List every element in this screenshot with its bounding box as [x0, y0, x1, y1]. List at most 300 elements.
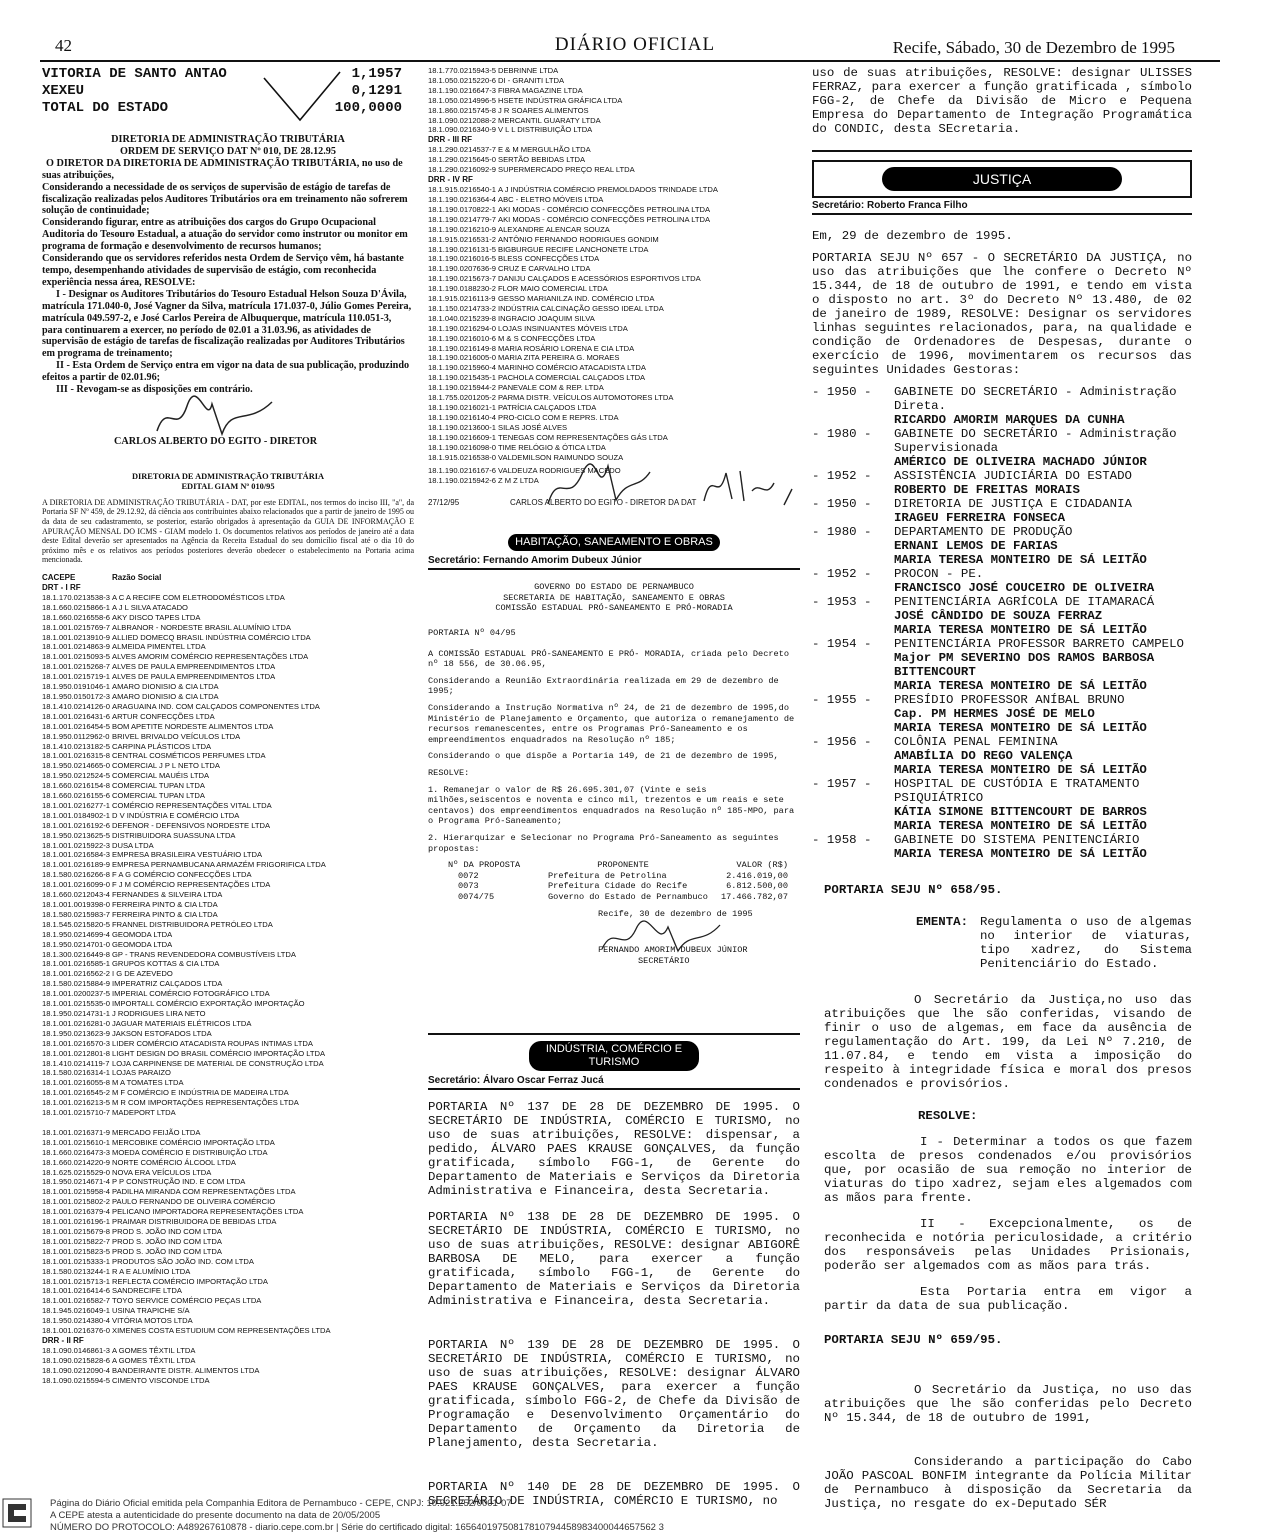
company-code: 18.1.001.0216562-2 — [42, 969, 110, 979]
company-name: NOVA ERA VEÍCULOS LTDA — [112, 1167, 212, 1177]
company-name: JAKSON ESTOFADOS LTDA — [112, 1028, 212, 1038]
list-item — [42, 1366, 414, 1376]
company-name: COMÉRCIO REPRESENTAÇÕES VITAL LTDA — [112, 800, 272, 810]
company-code: 18.1.580.0215983-7 — [42, 909, 110, 919]
company-code: 18.1.001.0215679-8 — [42, 1227, 110, 1236]
company-name: CIMENTO VISCONDE LTDA — [112, 1375, 210, 1385]
order-paragraph: III - Revogam-se as disposições em contrário. — [56, 384, 253, 396]
unit-name: DIRETORIA DE JUSTIÇA E CIDADANIA — [894, 497, 1132, 511]
company-name: E & M MERGULHÃO LTDA — [498, 145, 591, 155]
company-name: VALDEMILSON RAIMUNDO SOUZA — [498, 452, 624, 462]
list-item — [42, 1108, 414, 1118]
edital-body: A DIRETORIA DE ADMINISTRAÇÃO TRIBUTÁRIA - DAT, por este EDITAL, nos termos do inciso III, "a", da Portaria SF Nº 459, de 29.12.92, dá ciência aos contribuintes abaixo relacionados que a partir de janeiro de 1995 ou da data de seu cadastramento, se posterior, estarão obrigados à apresentação da GUIA DE INFORMAÇÃO E APURAÇÃO MENSAL DO ICMS - GIAM modelo 1. Os documentos relativos aos períodos de janeiro até a data deste Edital deverão ser apresentados na Agência da Receita Estadual do seu domicílio fiscal até o dia 10 do próximo mês e os relativos aos períodos posteriores deverão obedecer o estabelecimento na Portaria acima mencionada. — [42, 497, 414, 565]
list-item — [428, 225, 800, 235]
company-name: A GOMES TÊXTIL LTDA — [112, 1345, 196, 1355]
list-item — [428, 116, 800, 126]
company-name: J R SOARES ALIMENTOS — [498, 105, 589, 115]
list-item — [428, 413, 800, 423]
officer-name: JOSÉ CÂNDIDO DE SOUZA FERRAZ — [894, 609, 1103, 623]
company-code: 18.1.950.0214380-4 — [42, 1316, 110, 1326]
company-name: CENTRAL COSMÉTICOS PERFUMES LTDA — [112, 751, 266, 761]
company-name: A C A RECIFE COM ELETRODOMÉSTICOS LTDA — [112, 592, 285, 602]
company-name: IMPERIAL COMÉRCIO FOTOGRÁFICO LTDA — [112, 989, 270, 999]
company-code: 18.1.770.0215943-5 — [428, 66, 496, 75]
unit-name: PENITENCIÁRIA AGRÍCOLA DE ITAMARACÁ — [894, 595, 1155, 609]
list-item — [42, 860, 414, 870]
company-name: TIME RELÓGIO & ÓTICA LTDA — [498, 442, 606, 452]
list-item — [42, 950, 414, 960]
table-row: 0072 Prefeitura de Petrolina 2.416.019,00 — [458, 870, 788, 881]
list-item — [42, 801, 414, 811]
list-item — [42, 1257, 414, 1267]
company-name: LOJAS INSINUANTES MÓVEIS LTDA — [498, 323, 628, 333]
list-item — [42, 1158, 414, 1168]
list-item — [42, 1088, 414, 1098]
officer-name: MARIA TERESA MONTEIRO DE SÁ LEITÃO — [894, 763, 1147, 777]
list-item — [42, 761, 414, 771]
company-code: 18.1.190.0213600-1 — [428, 422, 496, 432]
company-code: 18.1.001.0216379-4 — [42, 1207, 110, 1217]
unit-code: - 1980 - — [812, 427, 872, 441]
company-list — [42, 593, 414, 1118]
cancel-stroke — [260, 70, 350, 122]
company-name: J RODRIGUES LIRA NETO — [112, 1008, 206, 1018]
gov-line: COMISSÃO ESTADUAL PRÓ-SANEAMENTO E PRÓ-MORADIA — [495, 603, 733, 614]
company-code: 18.1.580.0216314-1 — [42, 1068, 110, 1078]
header-rule — [40, 60, 1220, 62]
company-code: 18.1.190.0216131-5 — [428, 244, 496, 254]
company-name: LOJAS PARAIZO — [112, 1068, 171, 1078]
portaria-title: PORTARIA SEJU Nº 659/95. — [824, 1333, 1003, 1347]
company-code: 18.1.410.0214119-7 — [42, 1058, 110, 1068]
list-item — [42, 1019, 414, 1029]
company-code: 18.1.915.0216113-9 — [428, 294, 496, 304]
unit-entry — [812, 735, 1192, 777]
company-name: BRIVEL BRIVALDO VEÍCULOS LTDA — [112, 731, 241, 741]
company-name: TENEGAS COM REPRESENTAÇÕES GÁS LTDA — [498, 432, 668, 442]
company-code: 18.1.190.0216294-0 — [428, 323, 496, 333]
company-name: AKY DISCO TAPES LTDA — [112, 612, 201, 622]
company-code: 18.1.090.0215594-5 — [42, 1375, 110, 1385]
list-item — [42, 1296, 414, 1306]
portaria-paragraph: PORTARIA SEJU Nº 657 - O SECRETÁRIO DA JUSTIÇA, no uso das atribuições que lhe confere o Decreto Nº 15.344, de 18 de outubro de 1991, e tendo em vista o disposto no art. 3º do Decreto Nº 13.480, de 02 de janeiro de 1989, RESOLVE: Designar os servidores linhas seguintes relacionados, para, na qualidade e condição de Ordenadores de Despesas, durante o exercício de 1996, movimentarem os recursos das seguintes Unidades Gestoras: — [812, 251, 1192, 377]
company-code: 18.1.001.0216545-2 — [42, 1088, 110, 1098]
list-item — [42, 1009, 414, 1019]
unit-name: COLÔNIA PENAL FEMININA — [894, 735, 1058, 749]
edital-date: 27/12/95 — [428, 498, 460, 508]
officer-name: ERNANI LEMOS DE FARIAS — [894, 539, 1058, 553]
company-code: 18.1.001.0216585-1 — [42, 959, 110, 969]
list-item — [428, 96, 800, 106]
company-name: AKI MODAS - COMÉRCIO CONFECÇÕES PETROLINA LTDA — [498, 214, 711, 224]
company-name: BOM APETITE NORDESTE ALIMENTOS LTDA — [112, 721, 274, 731]
unit-name: GABINETE DO SISTEMA PENITENCIÁRIO — [894, 833, 1140, 847]
resolve-item: Esta Portaria entra em vigor a partir da data de sua publicação. — [824, 1285, 1192, 1313]
order-paragraph: Considerando que os servidores referidos nesta Ordem de Serviço vêm, há bastante tempo, desempenhando atividades de supervisão de estágio, com reconhecida experiência nessa área, RESOLVE: — [42, 253, 404, 288]
list-item — [428, 344, 800, 354]
company-name: FRANNEL DISTRIBUIDORA PETRÓLEO LTDA — [112, 919, 273, 929]
company-code: 18.1.050.0215220-6 — [428, 75, 496, 85]
company-name: DISTRIBUIDORA SUASSUNA LTDA — [112, 830, 236, 840]
table-header: Nº DA PROPOSTA PROPONENTE VALOR (R$) — [448, 860, 788, 871]
company-code: 18.1.190.0216647-3 — [428, 85, 496, 95]
company-code: 18.1.660.0216558-6 — [42, 612, 110, 622]
company-name: DI - GRANITI LTDA — [498, 75, 565, 85]
company-name: D V INDÚSTRIA E COMÉRCIO LTDA — [112, 810, 240, 820]
page-number: 42 — [55, 36, 72, 55]
company-code: 18.1.190.0215435-1 — [428, 373, 496, 383]
company-code: 18.1.950.0191046-1 — [42, 682, 110, 692]
company-code: 18.1.001.0216584-3 — [42, 850, 110, 860]
list-item — [42, 1267, 414, 1277]
company-name: PRAIMAR DISTRIBUIDORA DE BEBIDAS LTDA — [112, 1217, 277, 1227]
footer-line: Página do Diário Oficial emitida pela Companhia Editora de Pernambuco - CEPE, CNPJ: 10.921.252/0001-07 — [50, 1498, 512, 1509]
gov-line: SECRETARIA DE HABITAÇÃO, SANEAMENTO E OBRAS — [503, 592, 725, 603]
company-name: MERCOBIKE COMÉRCIO IMPORTAÇÃO LTDA — [112, 1137, 275, 1147]
unit-entry — [812, 567, 1192, 595]
unit-code: - 1953 - — [812, 595, 872, 609]
company-name: R A E ALUMÍNIO LTDA — [112, 1266, 191, 1276]
list-item — [428, 86, 800, 96]
list-item — [428, 66, 800, 76]
unit-name: DEPARTAMENTO DE PRODUÇÃO — [894, 525, 1073, 539]
portaria-place-date: Recife, 30 de dezembro de 1995 — [598, 908, 753, 919]
list-item — [42, 781, 414, 791]
company-name: F A G COMÉRCIO CONFECÇÕES LTDA — [112, 870, 252, 880]
list-item — [42, 870, 414, 880]
company-code: 18.1.001.0216582-7 — [42, 1296, 110, 1306]
company-code: 18.1.755.0201205-2 — [428, 393, 496, 403]
company-name: DEFENOR - DEFENSIVOS NORDESTE LTDA — [112, 820, 271, 830]
list-group: DRR - II RF — [42, 1335, 84, 1345]
list-item — [42, 850, 414, 860]
company-name: NORTE COMÉRCIO ÁLCOOL LTDA — [112, 1157, 236, 1167]
officer-name: IRAGEU FERREIRA FONSECA — [894, 511, 1066, 525]
company-name: ALBRANOR - NORDESTE BRASIL ALUMÍNIO LTDA — [112, 622, 291, 632]
unit-code: - 1952 - — [812, 567, 872, 581]
list-item — [42, 1316, 414, 1326]
unit-list — [812, 385, 1192, 861]
company-name: PELICANO IMPORTADORA REPRESENTAÇÕES LTDA — [112, 1207, 304, 1217]
column-2 — [428, 66, 800, 1509]
company-name: COMERCIAL J P L NETO LTDA — [112, 761, 220, 771]
continuation-paragraph: uso de suas atribuições, RESOLVE: designar ULISSES FERRAZ, para exercer a função gratificada , símbolo FGG-2, de Chefe da Divisão de Micro e Pequena Empresa do Departamento de Integração Programática do CONDIC, desta SEcretaria. — [812, 66, 1192, 136]
company-name: LIDER COMÉRCIO ATACADISTA ROUPAS INTIMAS LTDA — [112, 1038, 313, 1048]
company-code: 18.1.580.0216266-8 — [42, 870, 110, 880]
list-item — [42, 712, 414, 722]
list-item — [428, 443, 800, 453]
unit-entry — [812, 833, 1192, 861]
company-name: M F COMÉRCIO E INDÚSTRIA DE MADEIRA LTDA — [112, 1088, 289, 1098]
company-code: 18.1.050.0214996-5 — [428, 95, 496, 105]
company-code: 18.1.001.0215769-7 — [42, 622, 110, 632]
officer-name: AMÉRICO DE OLIVEIRA MACHADO JÚNIOR — [894, 455, 1147, 469]
list-item — [42, 1217, 414, 1227]
company-name: DEBRINNE LTDA — [498, 66, 559, 75]
company-code: 18.1.580.0213244-1 — [42, 1266, 110, 1276]
company-name: EMPRESA PERNAMBUCANA ARMAZÉM FRIGORIFICA LTDA — [112, 860, 326, 870]
company-code: 18.1.001.0215268-7 — [42, 662, 110, 672]
company-name: A J L SILVA ATACADO — [112, 602, 188, 612]
company-name: GP - TRANS REVENDEDORA COMBUSTÍVEIS LTDA — [112, 949, 296, 959]
handwritten-signature — [538, 460, 658, 512]
housing-signature-area — [428, 919, 800, 969]
list-item — [428, 373, 800, 383]
unit-code: - 1956 - — [812, 735, 872, 749]
list-item — [42, 811, 414, 821]
officer-name: MARIA TERESA MONTEIRO DE SÁ LEITÃO — [894, 721, 1147, 735]
list-item — [428, 145, 800, 155]
unit-name: PROCON - PE. — [894, 567, 984, 581]
company-list — [428, 145, 800, 175]
portaria-paragraph: Considerando a Reunião Extraordinária realizada em 29 de dezembro de 1995; — [428, 675, 779, 697]
company-code: 18.1.190.0215960-4 — [428, 363, 496, 373]
company-name: AMARO DIONISIO & CIA LTDA — [112, 682, 219, 692]
company-name: SILAS JOSÉ ALVES — [498, 422, 568, 432]
unit-entry — [812, 497, 1192, 525]
section-title-bar: JUSTIÇA — [882, 167, 1122, 191]
list-item — [42, 890, 414, 900]
company-code: 18.1.190.0216010-6 — [428, 333, 496, 343]
company-name: MADEPORT LTDA — [112, 1108, 176, 1118]
list-item — [42, 742, 414, 752]
list-item — [428, 423, 800, 433]
company-code: 18.1.190.0188230-2 — [428, 284, 496, 294]
company-code: 18.1.190.0216364-4 — [428, 194, 496, 204]
unit-entry — [812, 385, 1192, 427]
company-name: TOYO SERVICE COMÉRCIO PEÇAS LTDA — [112, 1296, 262, 1306]
list-item — [428, 165, 800, 175]
company-code: 18.1.001.0214863-9 — [42, 642, 110, 652]
company-code: 18.1.190.0170822-1 — [428, 204, 496, 214]
list-item — [428, 245, 800, 255]
column-3 — [812, 66, 1192, 1511]
list-item — [428, 403, 800, 413]
officer-name: Major PM SEVERINO DOS RAMOS BARBOSA BITTENCOURT — [894, 651, 1155, 679]
company-code: 18.1.915.0216540-1 — [428, 185, 496, 195]
list-item — [428, 215, 800, 225]
company-code: 18.1.950.0213623-9 — [42, 1028, 110, 1038]
company-code: 18.1.001.0215710-7 — [42, 1108, 110, 1118]
company-code: 18.1.300.0216449-8 — [42, 949, 110, 959]
company-name: IMPERATRIZ CALÇADOS LTDA — [112, 979, 223, 989]
order-paragraph: I - Designar os Auditores Tributários do Tesouro Estadual Helson Souza D'Ávila, matrícula 171.040-0, José Vagner da Silva, matrícula 171.037-0, Júlio Gomes Pereira, matrícula 049.597-2, e José Carlos Pereira de Albuquerque, matrícula 110.051-3, para continuarem a exercer, no período de 02.01 a 31.03.96, as atividades de supervisão de estágio de tarefas de fiscalização realizadas por Auditores Tributários em programa de treinamento; — [42, 288, 412, 360]
company-code: 18.1.001.0019398-0 — [42, 900, 110, 909]
company-name: V L L DISTRIBUIÇÃO LTDA — [498, 125, 593, 135]
table-row: 0073 Prefeitura Cidade do Recife 6.812.500,00 — [458, 881, 788, 892]
company-name: ALVES DE PAULA EMPREENDIMENTOS LTDA — [112, 662, 276, 672]
company-code: 18.1.001.0216371-9 — [42, 1127, 110, 1137]
unit-entry — [812, 777, 1192, 833]
list-item — [42, 603, 414, 613]
list-item — [42, 652, 414, 662]
company-name: MOEDA COMÉRCIO E DISTRIBUIÇÃO LTDA — [112, 1147, 268, 1157]
portaria-paragraph: 1. Remanejar o valor de R$ 26.695.301,07 (Vinte e seis milhões,seiscentos e noventa e cinco mil, trezentos e um reais e sete centavos) dos empreendimentos enquadrados na Resolução nº 185-MPO, para o Programa Pró-Saneamento; — [428, 784, 795, 827]
officer-name: MARIA TERESA MONTEIRO DE SÁ LEITÃO — [894, 847, 1147, 861]
list-item — [42, 999, 414, 1009]
company-name: VITÓRIA MOTOS LTDA — [112, 1316, 193, 1326]
portaria-title: PORTARIA Nº 04/95 — [428, 628, 516, 639]
company-name: I G DE AZEVEDO — [112, 969, 173, 979]
total-row: VITORIA DE SANTO ANTAO 1,1957 — [42, 66, 402, 82]
cepe-logo-icon — [2, 1498, 32, 1528]
company-name: JAGUAR MATERIAIS ELÉTRICOS LTDA — [112, 1018, 252, 1028]
company-name: SUPERMERCADO PREÇO REAL LTDA — [498, 165, 635, 175]
company-code: 18.1.001.0216414-6 — [42, 1286, 110, 1296]
company-code: 18.1.001.0212801-8 — [42, 1048, 110, 1058]
company-name: AKI MODAS - COMÉRCIO CONFECÇÕES PETROLINA LTDA — [498, 204, 711, 214]
company-code: 18.1.001.0216454-5 — [42, 721, 110, 731]
list-item — [428, 264, 800, 274]
company-code: 18.1.290.0215645-0 — [428, 155, 496, 165]
company-name: F J M COMÉRCIO REPRESENTAÇÕES LTDA — [112, 880, 271, 890]
unit-name: ASSISTÊNCIA JUDICIÁRIA DO ESTADO — [894, 469, 1132, 483]
list-item — [42, 623, 414, 633]
company-name: ALVES AMORIM COMÉRCIO REPRESENTAÇÕES LTDA — [112, 652, 309, 662]
order-signature-area — [42, 396, 414, 450]
unit-code: - 1954 - — [812, 637, 872, 651]
list-item — [42, 1049, 414, 1059]
officer-name: RICARDO AMORIM MARQUES DA CUNHA — [894, 413, 1125, 427]
company-name: FERREIRA PINTO & CIA LTDA — [112, 900, 218, 909]
company-code: 18.1.410.0214126-0 — [42, 701, 110, 711]
totals-block — [42, 66, 414, 122]
total-row: TOTAL DO ESTADO 100,0000 — [42, 100, 402, 116]
list-item — [42, 979, 414, 989]
list-item — [428, 294, 800, 304]
company-name: PAULO FERNANDO DE OLIVEIRA COMÉRCIO — [112, 1197, 276, 1207]
list-item — [428, 284, 800, 294]
list-item — [42, 633, 414, 643]
company-code: 18.1.660.0215866-1 — [42, 602, 110, 612]
list-item — [42, 1306, 414, 1316]
company-list — [428, 185, 800, 462]
list-item — [42, 613, 414, 623]
company-code: 18.1.190.0216098-0 — [428, 442, 496, 452]
company-code: 18.1.001.0215822-7 — [42, 1236, 110, 1246]
company-code: 18.1.950.0214671-4 — [42, 1177, 110, 1187]
list-item — [42, 1138, 414, 1148]
company-name: GRUPOS KOTTAS & CIA LTDA — [112, 959, 220, 969]
unit-entry — [812, 595, 1192, 637]
company-code: 18.1.945.0216049-1 — [42, 1306, 110, 1316]
portaria-paragraph: A COMISSÃO ESTADUAL PRÓ-SANEAMENTO E PRÓ- MORADIA, criada pelo Decreto nº 18 556, de 30.06.95, — [428, 648, 789, 670]
list-item — [42, 1376, 414, 1386]
company-name: REFLECTA COMÉRCIO IMPORTAÇÃO LTDA — [112, 1276, 268, 1286]
section-title-bar: INDÚSTRIA, COMÉRCIO E TURISMO — [529, 1041, 699, 1071]
company-name: PROD S. JOÃO IND COM LTDA — [112, 1227, 222, 1236]
total-row: XEXEU 0,1291 — [42, 83, 402, 99]
company-name: FIBRA MAGAZINE LTDA — [498, 85, 583, 95]
list-item — [428, 155, 800, 165]
list-item — [42, 722, 414, 732]
justice-date: Em, 29 de dezembro de 1995. — [812, 229, 1013, 243]
company-name: COMERCIAL TUPAN LTDA — [112, 781, 205, 791]
unit-name: HOSPITAL DE CUSTÓDIA E TRATAMENTO PSIQUIÁTRICO — [894, 777, 1140, 805]
company-name: CARPINA PLÁSTICOS LTDA — [112, 741, 212, 751]
company-code: 18.1.190.0216005-0 — [428, 353, 496, 363]
list-item — [42, 841, 414, 851]
unit-code: - 1950 - — [812, 497, 872, 511]
company-code: 18.1.950.0150172-3 — [42, 691, 110, 701]
officer-name: ROBERTO DE FREITAS MORAIS — [894, 483, 1080, 497]
ementa-block: EMENTA: Regulamenta o uso de algemas no interior de viaturas, tipo xadrez, do Sistema Penitenciário do Estado. — [916, 915, 1192, 971]
unit-entry — [812, 525, 1192, 567]
company-code: 18.1.950.0112962-0 — [42, 731, 110, 741]
officer-name: MARIA TERESA MONTEIRO DE SÁ LEITÃO — [894, 679, 1147, 693]
company-code: 18.1.090.0146861-3 — [42, 1345, 110, 1355]
industry-section — [428, 1033, 800, 1508]
page-header — [0, 0, 1270, 60]
officer-name: AMABÍLIA DO REGO VALENÇA — [894, 749, 1073, 763]
company-name: PROD S. JOÃO IND COM LTDA — [112, 1236, 222, 1246]
unit-code: - 1952 - — [812, 469, 872, 483]
company-code: 18.1.001.0216315-8 — [42, 751, 110, 761]
company-name: ARTUR CONFECÇÕES LTDA — [112, 711, 215, 721]
list-item — [428, 314, 800, 324]
list-item — [42, 1177, 414, 1187]
unit-code: - 1980 - — [812, 525, 872, 539]
company-name: MARIA ROSÁRIO LORENA E CIA LTDA — [498, 343, 635, 353]
company-name: INGRACIO JOAQUIM SILVA — [498, 313, 595, 323]
list-item — [42, 692, 414, 702]
edital-signer: CARLOS ALBERTO DO EGITO - DIRETOR DA DAT — [510, 498, 697, 508]
company-code: 18.1.660.0214220-9 — [42, 1157, 110, 1167]
company-code: 18.1.950.0214731-1 — [42, 1008, 110, 1018]
list-item — [42, 1227, 414, 1237]
company-name: M A TOMATES LTDA — [112, 1078, 184, 1088]
company-name: PROD S. JOÃO IND COM LTDA — [112, 1246, 222, 1256]
table-row: 0074/75 Governo do Estado de Pernambuco 17.466.782,07 — [458, 891, 788, 902]
company-name: ABC - ELETRO MÓVEIS LTDA — [498, 194, 604, 204]
list-item — [42, 1326, 414, 1336]
list-item — [428, 235, 800, 245]
company-list — [42, 1346, 414, 1386]
order-paragraph: Considerando a necessidade de os serviços de supervisão de estágio de tarefas de fiscalização realizadas pelos Auditores Tributários ora em treinamento não sofrerem solução de continuidade; — [42, 181, 408, 217]
company-name: XIMENES COSTA ESTUDIUM COM REPRESENTAÇÕES LTDA — [112, 1326, 331, 1336]
company-name: BLESS CONFECÇÕES LTDA — [498, 254, 600, 264]
signer-name: FERNANDO AMORIM DUBEUX JÚNIOR — [598, 945, 748, 956]
company-code: 18.1.040.0215239-8 — [428, 313, 496, 323]
list-item — [428, 106, 800, 116]
list-item — [42, 920, 414, 930]
portaria-paragraph: PORTARIA Nº 139 DE 28 DE DEZEMBRO DE 1995. O SECRETÁRIO DE INDÚSTRIA, COMÉRCIO E TURISMO, no uso de suas atribuições, RESOLVE: designar ÁLVARO PAES KRAUSE GONÇALVES, para exercer a função gratificada, símbolo FGG-2, de Chefe da Divisão de Programação e Desenvolvimento Orçamentário do Departamento de Orçamento da Diretoria de Planejamento, desta Secretaria. — [428, 1338, 800, 1451]
officer-name: KÁTIA SIMONE BITTENCOURT DE BARROS — [894, 805, 1147, 819]
list-item — [42, 1039, 414, 1049]
company-name: COMERCIAL MAUÉIS LTDA — [112, 771, 210, 781]
company-code: 18.1.001.0200237-5 — [42, 989, 110, 999]
company-code: 18.1.001.0216277-1 — [42, 800, 110, 810]
company-name: GEOMODA LTDA — [112, 929, 173, 939]
edital-number: EDITAL GIAM Nº 010/95 — [181, 481, 275, 491]
company-code: 18.1.915.0216531-2 — [428, 234, 496, 244]
company-code: 18.1.950.0213625-5 — [42, 830, 110, 840]
company-name: ALVES DE PAULA EMPREENDIMENTOS LTDA — [112, 672, 276, 682]
newspaper-title: DIÁRIO OFICIAL — [554, 34, 716, 55]
company-code: 18.1.660.0216473-3 — [42, 1147, 110, 1157]
company-name: BIGBURGUE RECIFE LANCHONETE LTDA — [498, 244, 649, 254]
company-code: 18.1.001.0215333-1 — [42, 1256, 110, 1266]
unit-code: - 1958 - — [812, 833, 872, 847]
portaria-paragraph: RESOLVE: — [428, 767, 470, 778]
officer-name: MARIA TERESA MONTEIRO DE SÁ LEITÃO — [894, 819, 1147, 833]
company-code: 18.1.190.0216149-8 — [428, 343, 496, 353]
footer-line: NÚMERO DO PROTOCOLO: A489267610878 - diario.cepe.com.br | Série do certificado digital: 16564019750817810794458983400044657562 3 — [50, 1522, 664, 1533]
unit-entry — [812, 469, 1192, 497]
company-code: 18.1.001.0216570-3 — [42, 1038, 110, 1048]
portaria-paragraph: O Secretário da Justiça, no uso das atribuições que lhe são conferidas pelo Decreto Nº 15.344, de 18 de outubro de 1991, — [824, 1383, 1192, 1425]
company-code: 18.1.001.0215535-0 — [42, 999, 110, 1009]
